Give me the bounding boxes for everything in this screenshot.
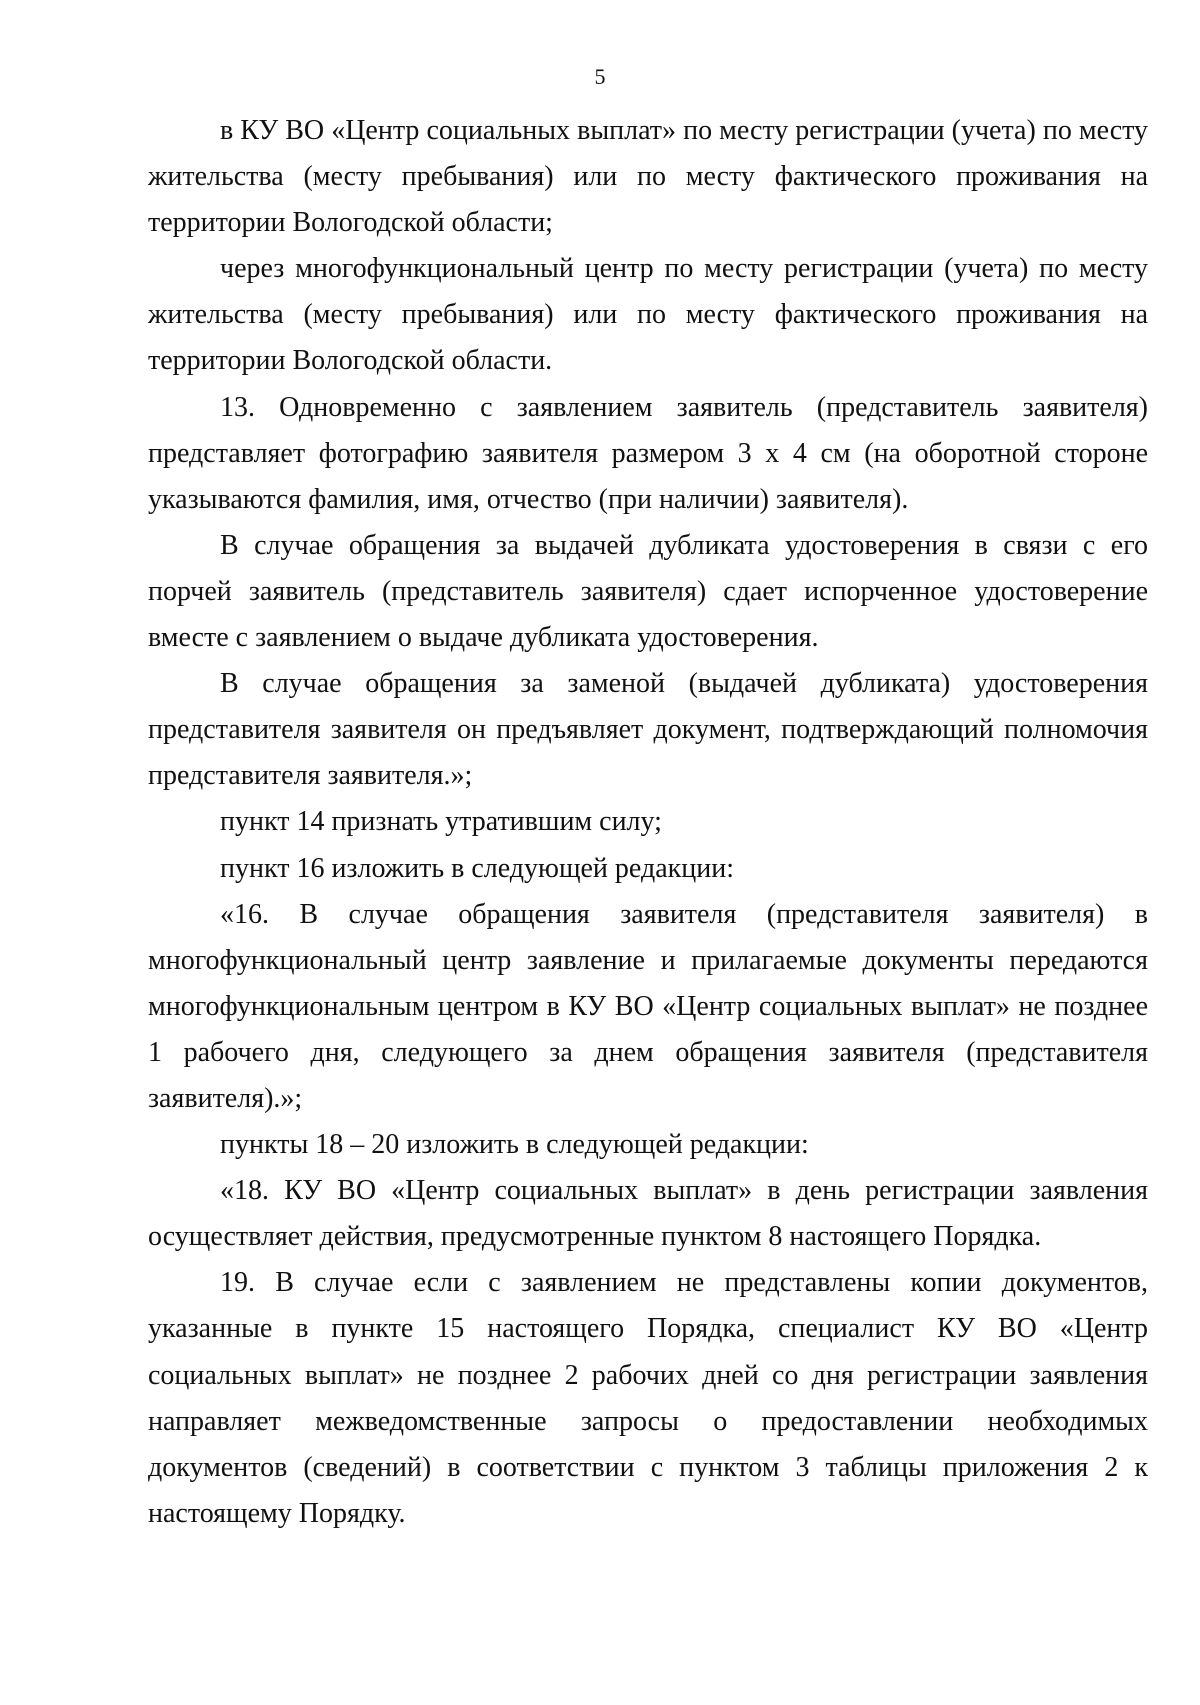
paragraph-1: в КУ ВО «Центр социальных выплат» по месту регистрации (учета) по месту жительства (месту пребывания) или по месту фактического проживания на территории Вологодской области; — [148, 115, 1148, 239]
paragraph-10: «18. КУ ВО «Центр социальных выплат» в день регистрации заявления осуществляет действия, предусмотренные пунктом 8 настоящего Порядка. — [148, 1175, 1148, 1253]
paragraph-11: 19. В случае если с заявлением не представлены копии документов, указанные в пункте 15 настоящего Порядка, специалист КУ ВО «Центр социальных выплат» не позднее 2 рабочих дней со дня регистрации заявления направляет межведомственные запросы о предоставлении необходимых документов (сведений) в соответствии с пунктом 3 таблицы приложения 2 к настоящему Порядку. — [148, 1267, 1148, 1529]
paragraph-9: пункты 18 – 20 изложить в следующей редакции: — [220, 1129, 809, 1161]
paragraph-6: пункт 14 признать утратившим силу; — [220, 806, 662, 838]
paragraph-2: через многофункциональный центр по месту регистрации (учета) по месту жительства (месту пребывания) или по месту фактического проживания на территории Вологодской области. — [148, 253, 1148, 377]
paragraph-3: 13. Одновременно с заявлением заявитель (представитель заявителя) представляет фотографию заявителя размером 3 х 4 см (на оборотной стороне указываются фамилия, имя, отчество (при наличии) заявителя). — [148, 391, 1148, 515]
paragraph-4: В случае обращения за выдачей дубликата удостоверения в связи с его порчей заявитель (представитель заявителя) сдает испорченное удостоверение вместе с заявлением о выдаче дубликата удостоверения. — [148, 529, 1148, 654]
document-body — [148, 108, 1148, 1537]
page-number: 5 — [594, 64, 606, 89]
paragraph-8: «16. В случае обращения заявителя (представителя заявителя) в многофункциональный центр заявление и прилагаемые документы передаются многофункциональным центром в КУ ВО «Центр социальных выплат» не позднее 1 рабочего дня, следующего за днем обращения заявителя (представителя заявителя).»; — [148, 898, 1148, 1114]
paragraph-7: пункт 16 изложить в следующей редакции: — [220, 852, 734, 884]
paragraph-5: В случае обращения за заменой (выдачей дубликата) удостоверения представителя заявителя он предъявляет документ, подтверждающий полномочия представителя заявителя.»; — [148, 668, 1148, 792]
